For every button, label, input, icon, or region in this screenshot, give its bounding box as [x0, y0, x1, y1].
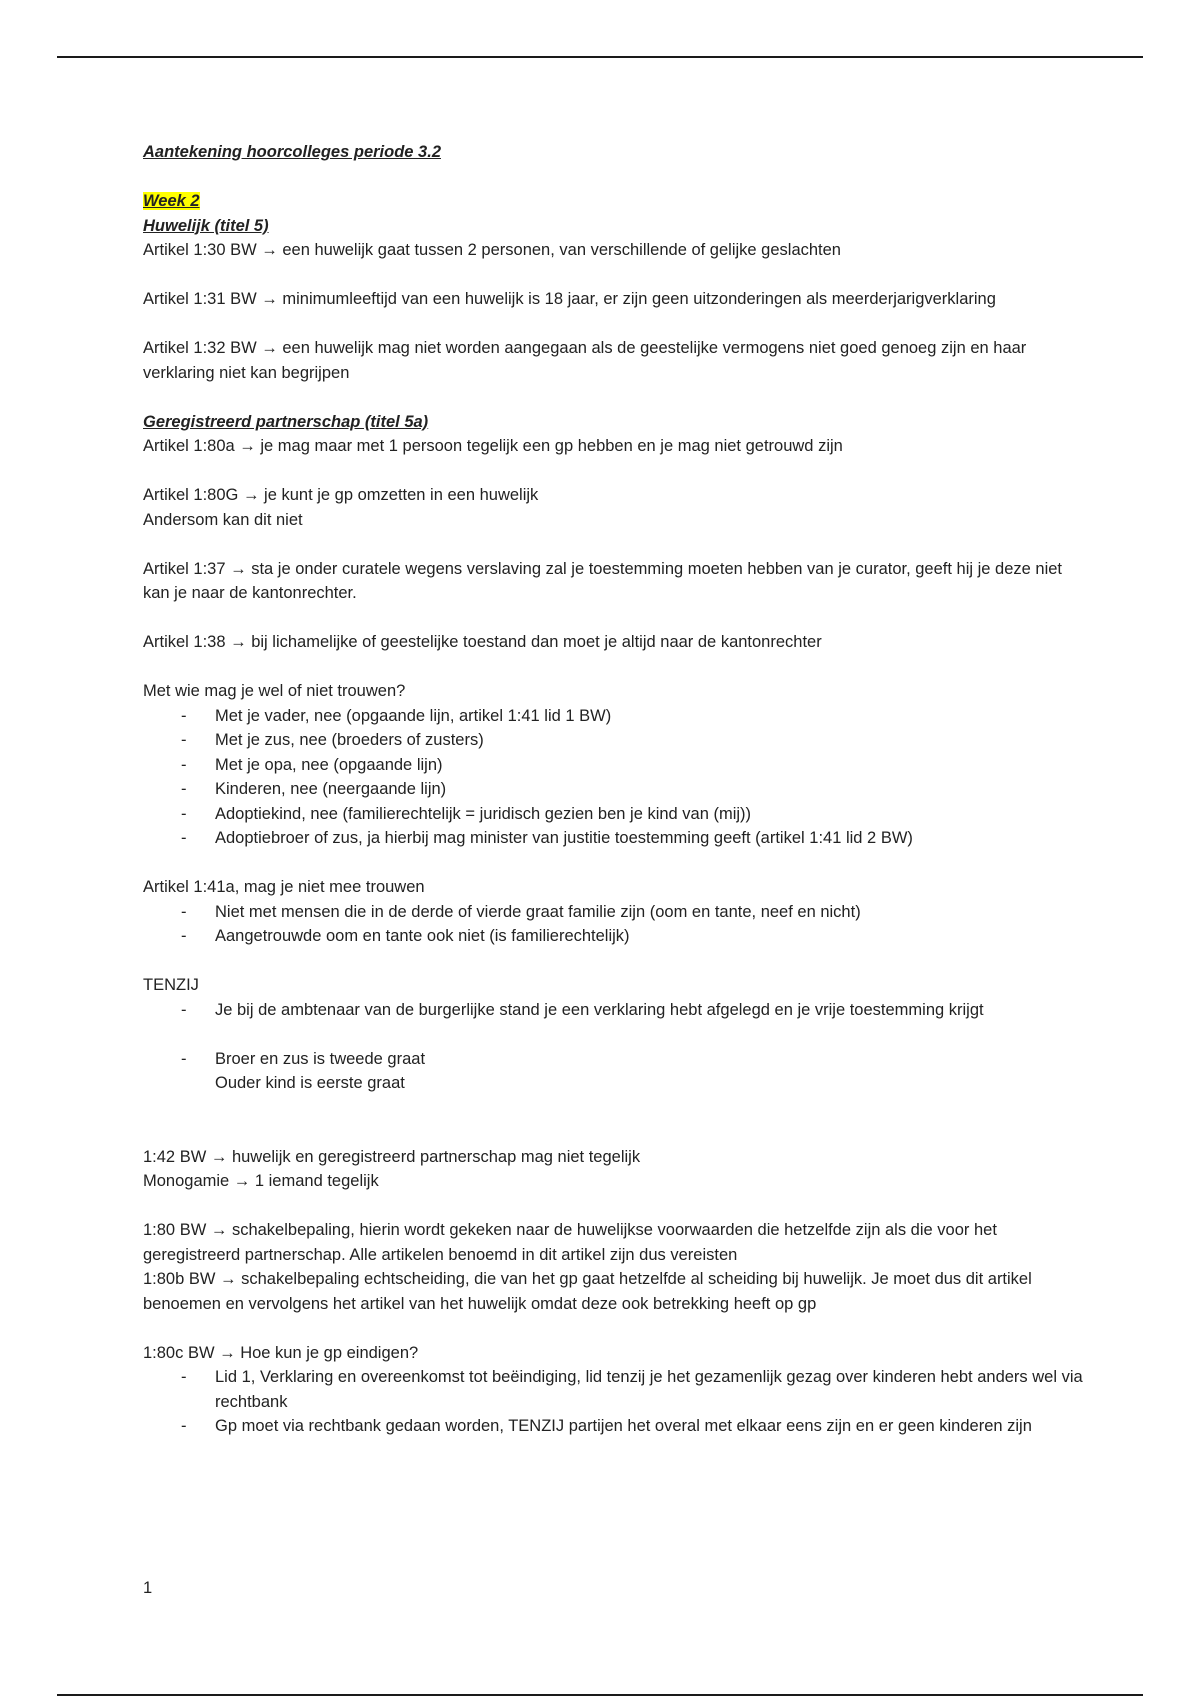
artikel-1-32: Artikel 1:32 BW → een huwelijk mag niet worden aangegaan als de geestelijke vermogens niet goed genoeg zijn en haar verklaring niet kan begrijpen: [143, 339, 1027, 382]
artikel-1-42: 1:42 BW → huwelijk en geregistreerd partnerschap mag niet tegelijk: [143, 1147, 641, 1166]
list-item: - Met je opa, nee (opgaande lijn): [143, 753, 1083, 778]
a141a-list: [143, 900, 1083, 949]
list-item: - Adoptiekind, nee (familierechtelijk = juridisch gezien ben je kind van (mij)): [143, 802, 1083, 827]
huwelijk-heading: Huwelijk (titel 5): [143, 216, 269, 235]
bottom-rule: [57, 1694, 1143, 1696]
list-item: - Aangetrouwde oom en tante ook niet (is familierechtelijk): [143, 924, 1083, 949]
monogamie-line: Monogamie → 1 iemand tegelijk: [143, 1172, 379, 1190]
artikel-1-80a: Artikel 1:80a → je mag maar met 1 persoon tegelijk een gp hebben en je mag niet getrouwd zijn: [143, 437, 843, 455]
tenzij-list: [143, 998, 1083, 1023]
graat-line-2: Ouder kind is eerste graat: [215, 1074, 405, 1092]
andersom-line: Andersom kan dit niet: [143, 510, 303, 529]
list-item: - Met je vader, nee (opgaande lijn, artikel 1:41 lid 1 BW): [143, 704, 1083, 729]
list-item: - Gp moet via rechtbank gedaan worden, TENZIJ partijen het overal met elkaar eens zijn en er geen kinderen zijn: [143, 1414, 1083, 1439]
document-page: [143, 140, 1083, 1439]
artikel-1-38: Artikel 1:38 → bij lichamelijke of geestelijke toestand dan moet je altijd naar de kantonrechter: [143, 633, 822, 651]
list-item: - Kinderen, nee (neergaande lijn): [143, 777, 1083, 802]
top-rule: [57, 56, 1143, 58]
list-item: [143, 1047, 1083, 1096]
artikel-1-37: Artikel 1:37 → sta je onder curatele wegens verslaving zal je toestemming moeten hebben van je curator, geeft hij je deze niet kan je naar de kantonrechter.: [143, 559, 1063, 602]
week-heading: Week 2: [143, 192, 200, 210]
a180c-list: [143, 1365, 1083, 1439]
list-item: - Met je zus, nee (broeders of zusters): [143, 728, 1083, 753]
artikel-1-80c: 1:80c BW → Hoe kun je gp eindigen?: [143, 1343, 419, 1362]
artikel-1-30: Artikel 1:30 BW → een huwelijk gaat tussen 2 personen, van verschillende of gelijke geslachten: [143, 241, 841, 259]
list-item: - Je bij de ambtenaar van de burgerlijke stand je een verklaring hebt afgelegd en je vrije toestemming krijgt: [143, 998, 1083, 1023]
artikel-1-41a: Artikel 1:41a, mag je niet mee trouwen: [143, 878, 425, 896]
trouwen-question: Met wie mag je wel of niet trouwen?: [143, 682, 406, 700]
list-item: - Niet met mensen die in de derde of vierde graat familie zijn (oom en tante, neef en nicht): [143, 900, 1083, 925]
gp-heading: Geregistreerd partnerschap (titel 5a): [143, 412, 429, 431]
graat-line-1: Broer en zus is tweede graat: [215, 1049, 426, 1068]
artikel-1-80: 1:80 BW → schakelbepaling, hierin wordt gekeken naar de huwelijkse voorwaarden die hetzelfde zijn als die voor het geregistreerd partnerschap. Alle artikelen benoemd in dit artikel zijn dus vereisten: [143, 1221, 997, 1264]
list-item: - Lid 1, Verklaring en overeenkomst tot beëindiging, lid tenzij je het gezamenlijk gezag over kinderen hebt anders wel via rechtbank: [143, 1365, 1083, 1414]
artikel-1-31: Artikel 1:31 BW → minimumleeftijd van een huwelijk is 18 jaar, er zijn geen uitzonderingen als meerderjarigverklaring: [143, 290, 996, 308]
document-title: Aantekening hoorcolleges periode 3.2: [143, 143, 441, 161]
graat-list: [143, 1047, 1083, 1096]
artikel-1-80b: 1:80b BW → schakelbepaling echtscheiding, die van het gp gaat hetzelfde al scheiding bij huwelijk. Je moet dus dit artikel benoemen en vervolgens het artikel van het huwelijk omdat deze ook betrekking heeft op gp: [143, 1270, 1032, 1313]
artikel-1-80g: Artikel 1:80G → je kunt je gp omzetten in een huwelijk: [143, 486, 539, 504]
tenzij-label: TENZIJ: [143, 976, 199, 994]
trouwen-list: [143, 704, 1083, 851]
page-number: 1: [143, 1579, 153, 1597]
list-item: - Adoptiebroer of zus, ja hierbij mag minister van justitie toestemming geeft (artikel 1:41 lid 2 BW): [143, 826, 1083, 851]
